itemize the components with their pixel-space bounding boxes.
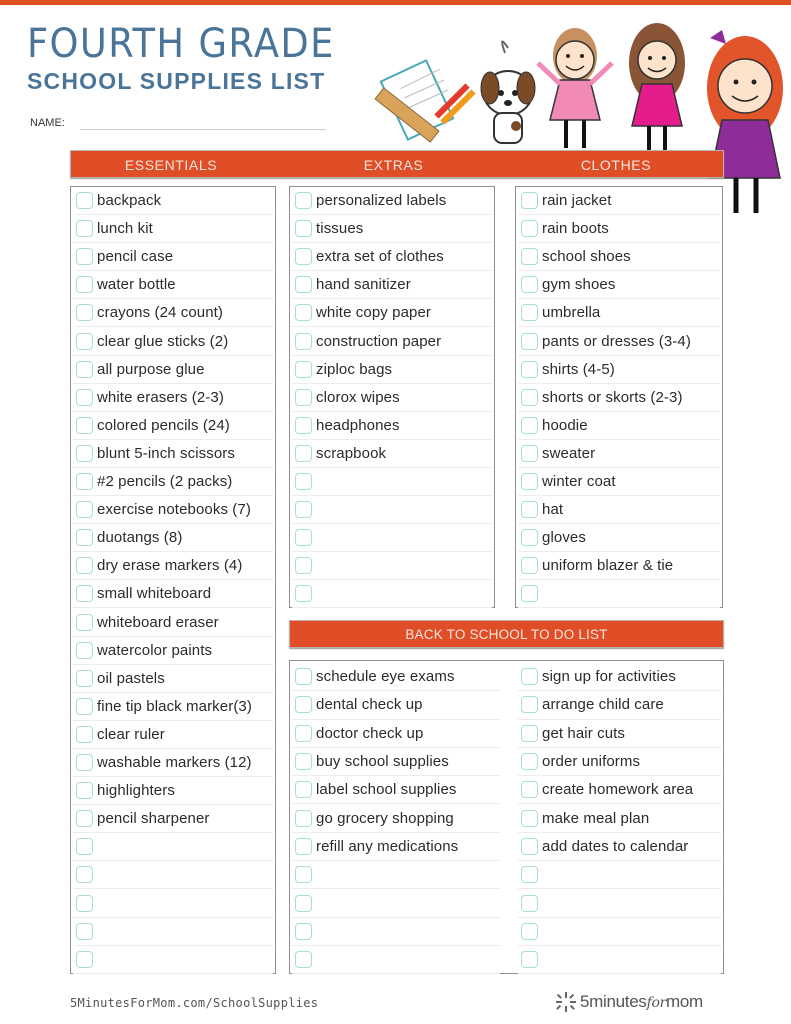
list-item[interactable] — [292, 440, 492, 468]
list-item[interactable] — [73, 496, 273, 524]
list-item[interactable] — [518, 691, 721, 719]
checkbox[interactable] — [76, 923, 93, 940]
item-label: shorts or skorts (2-3) — [542, 388, 683, 406]
list-item[interactable] — [518, 271, 720, 299]
list-item[interactable] — [73, 805, 273, 833]
checkbox[interactable] — [521, 304, 538, 321]
item-label: pants or dresses (3-4) — [542, 332, 691, 350]
checkbox[interactable] — [521, 696, 538, 713]
checkbox[interactable] — [76, 304, 93, 321]
checkbox[interactable] — [521, 276, 538, 293]
column-header-extras: EXTRAS — [363, 157, 424, 173]
checkbox[interactable] — [295, 417, 312, 434]
puppy-icon — [481, 42, 535, 143]
list-item[interactable] — [73, 861, 273, 889]
checkbox[interactable] — [521, 333, 538, 350]
list-item[interactable] — [292, 663, 500, 691]
checkbox[interactable] — [521, 529, 538, 546]
column-header-clothes: CLOTHES — [580, 157, 652, 173]
checkbox[interactable] — [76, 698, 93, 715]
checkbox[interactable] — [76, 614, 93, 631]
list-item[interactable] — [73, 777, 273, 805]
checkbox[interactable] — [76, 529, 93, 546]
checkbox[interactable] — [295, 895, 312, 912]
checkbox[interactable] — [76, 248, 93, 265]
checkbox[interactable] — [76, 838, 93, 855]
checkbox[interactable] — [521, 361, 538, 378]
footer-logo-text: 5minutesformom — [580, 992, 703, 1011]
item-label: personalized labels — [316, 192, 447, 210]
list-item[interactable] — [73, 412, 273, 440]
checkbox[interactable] — [295, 473, 312, 490]
list-item[interactable] — [292, 889, 500, 917]
checkbox[interactable] — [295, 529, 312, 546]
item-label: school shoes — [542, 248, 631, 266]
checkbox[interactable] — [295, 445, 312, 462]
item-label: blunt 5-inch scissors — [97, 444, 235, 462]
list-item[interactable] — [292, 187, 492, 215]
list-item[interactable] — [73, 271, 273, 299]
item-label: ziploc bags — [316, 360, 393, 378]
item-label: scrapbook — [316, 444, 387, 462]
checkbox[interactable] — [76, 333, 93, 350]
list-item[interactable] — [518, 412, 720, 440]
checkbox[interactable] — [521, 445, 538, 462]
name-field[interactable] — [80, 129, 326, 130]
list-item[interactable] — [73, 384, 273, 412]
item-label: add dates to calendar — [542, 837, 689, 855]
list-item[interactable] — [73, 693, 273, 721]
list-item[interactable] — [292, 215, 492, 243]
checkbox[interactable] — [521, 585, 538, 602]
checkbox[interactable] — [295, 333, 312, 350]
checkbox[interactable] — [295, 923, 312, 940]
item-label: umbrella — [542, 304, 601, 322]
item-label: colored pencils (24) — [97, 416, 230, 434]
list-item[interactable] — [518, 384, 720, 412]
checkbox[interactable] — [76, 895, 93, 912]
item-label: tissues — [316, 220, 364, 238]
list-item[interactable] — [73, 299, 273, 327]
checkbox[interactable] — [521, 389, 538, 406]
list-item[interactable] — [73, 749, 273, 777]
checkbox[interactable] — [521, 810, 538, 827]
checkbox[interactable] — [521, 557, 538, 574]
list-item[interactable] — [73, 918, 273, 946]
checkbox[interactable] — [521, 838, 538, 855]
list-item[interactable] — [518, 356, 720, 384]
list-item[interactable] — [292, 946, 500, 974]
list-item[interactable] — [292, 918, 500, 946]
list-item[interactable] — [518, 328, 720, 356]
item-label: arrange child care — [542, 696, 664, 714]
checkbox[interactable] — [76, 473, 93, 490]
checkbox[interactable] — [295, 810, 312, 827]
checkbox[interactable] — [76, 389, 93, 406]
list-item[interactable] — [518, 552, 720, 580]
item-label: hoodie — [542, 416, 588, 434]
item-label: washable markers (12) — [97, 754, 252, 772]
item-label: duotangs (8) — [97, 529, 183, 547]
list-item[interactable] — [292, 776, 500, 804]
item-label: rain jacket — [542, 192, 612, 210]
clothes-list — [515, 186, 723, 608]
checkbox[interactable] — [295, 585, 312, 602]
list-item[interactable] — [73, 609, 273, 637]
list-item[interactable] — [73, 946, 273, 974]
list-item[interactable] — [73, 243, 273, 271]
list-item[interactable] — [518, 776, 721, 804]
checkbox[interactable] — [76, 754, 93, 771]
girl-pink-icon — [538, 28, 612, 148]
extras-list — [289, 186, 495, 608]
list-item[interactable] — [73, 890, 273, 918]
notepad-ruler-pencils-icon — [375, 60, 476, 142]
item-label: whiteboard eraser — [97, 613, 219, 631]
item-label: highlighters — [97, 782, 175, 800]
list-item[interactable] — [518, 833, 721, 861]
list-item[interactable] — [73, 468, 273, 496]
list-item[interactable] — [73, 721, 273, 749]
list-item[interactable] — [73, 552, 273, 580]
item-label: doctor check up — [316, 724, 424, 742]
column-header-essentials: ESSENTIALS — [124, 157, 218, 173]
list-item[interactable] — [518, 889, 721, 917]
list-item[interactable] — [73, 833, 273, 861]
checkbox[interactable] — [295, 557, 312, 574]
list-item[interactable] — [292, 468, 492, 496]
checkbox[interactable] — [295, 725, 312, 742]
checkbox[interactable] — [295, 951, 312, 968]
checkbox[interactable] — [521, 220, 538, 237]
checkbox[interactable] — [295, 866, 312, 883]
list-item[interactable] — [518, 946, 721, 974]
checkbox[interactable] — [521, 668, 538, 685]
checkbox[interactable] — [521, 951, 538, 968]
checkbox[interactable] — [76, 642, 93, 659]
list-item[interactable] — [518, 918, 721, 946]
item-label: dry erase markers (4) — [97, 557, 243, 575]
item-label: backpack — [97, 192, 162, 210]
checkbox[interactable] — [76, 670, 93, 687]
checkbox[interactable] — [295, 389, 312, 406]
checkbox[interactable] — [521, 248, 538, 265]
list-item[interactable] — [73, 637, 273, 665]
list-item[interactable] — [518, 215, 720, 243]
list-item[interactable] — [73, 187, 273, 215]
checkbox[interactable] — [76, 866, 93, 883]
checkbox[interactable] — [76, 726, 93, 743]
list-item[interactable] — [518, 524, 720, 552]
checkbox[interactable] — [76, 192, 93, 209]
list-item[interactable] — [73, 356, 273, 384]
list-item[interactable] — [518, 580, 720, 608]
list-item[interactable] — [518, 861, 721, 889]
item-label: small whiteboard — [97, 585, 212, 603]
item-label: uniform blazer & tie — [542, 557, 674, 575]
girl-magenta-icon — [629, 23, 685, 153]
columns-header-bar — [70, 150, 724, 178]
item-label: schedule eye exams — [316, 668, 455, 686]
item-label: exercise notebooks (7) — [97, 501, 251, 519]
todo-header-label: BACK TO SCHOOL TO DO LIST — [405, 627, 608, 642]
list-item[interactable] — [73, 440, 273, 468]
checkbox[interactable] — [521, 781, 538, 798]
item-label: pencil case — [97, 248, 174, 266]
checkbox[interactable] — [76, 782, 93, 799]
item-label: get hair cuts — [542, 724, 626, 742]
list-item[interactable] — [518, 496, 720, 524]
list-item[interactable] — [73, 665, 273, 693]
page-title: FOURTH GRADE — [27, 21, 335, 67]
item-label: make meal plan — [542, 809, 650, 827]
list-item[interactable] — [518, 805, 721, 833]
list-item[interactable] — [518, 440, 720, 468]
list-item[interactable] — [292, 328, 492, 356]
top-accent-bar — [0, 0, 791, 5]
item-label: clear ruler — [97, 725, 165, 743]
list-item[interactable] — [292, 299, 492, 327]
checkbox[interactable] — [76, 501, 93, 518]
list-item[interactable] — [518, 299, 720, 327]
checkbox[interactable] — [76, 445, 93, 462]
checkbox[interactable] — [295, 192, 312, 209]
item-label: gloves — [542, 529, 586, 547]
item-label: gym shoes — [542, 276, 616, 294]
list-item[interactable] — [518, 243, 720, 271]
checkbox[interactable] — [521, 895, 538, 912]
checkbox[interactable] — [521, 417, 538, 434]
checkbox[interactable] — [295, 753, 312, 770]
item-label: sign up for activities — [542, 668, 676, 686]
list-item[interactable] — [292, 384, 492, 412]
checkbox[interactable] — [76, 220, 93, 237]
item-label: watercolor paints — [97, 641, 213, 659]
checkbox[interactable] — [295, 668, 312, 685]
page-subtitle: SCHOOL SUPPLIES LIST — [27, 68, 326, 94]
item-label: pencil sharpener — [97, 810, 210, 828]
list-item[interactable] — [292, 580, 492, 608]
list-item[interactable] — [292, 243, 492, 271]
list-item[interactable] — [292, 691, 500, 719]
checkbox[interactable] — [295, 838, 312, 855]
list-item[interactable] — [518, 748, 721, 776]
list-item[interactable] — [292, 496, 492, 524]
checkbox[interactable] — [76, 417, 93, 434]
item-label: winter coat — [542, 473, 616, 491]
item-label: lunch kit — [97, 220, 153, 238]
item-label: all purpose glue — [97, 360, 205, 378]
list-item[interactable] — [73, 524, 273, 552]
list-item[interactable] — [292, 524, 492, 552]
list-item[interactable] — [292, 412, 492, 440]
checkbox[interactable] — [76, 585, 93, 602]
checkbox[interactable] — [295, 781, 312, 798]
item-label: go grocery shopping — [316, 809, 454, 827]
list-item[interactable] — [73, 328, 273, 356]
item-label: buy school supplies — [316, 753, 449, 771]
todo-header-bar — [289, 620, 724, 648]
item-label: white erasers (2-3) — [97, 388, 224, 406]
item-label: oil pastels — [97, 669, 165, 687]
item-label: clear glue sticks (2) — [97, 332, 229, 350]
item-label: water bottle — [97, 276, 176, 294]
checkbox[interactable] — [295, 304, 312, 321]
checkbox[interactable] — [76, 810, 93, 827]
checkbox[interactable] — [295, 220, 312, 237]
list-item[interactable] — [292, 271, 492, 299]
item-label: sweater — [542, 444, 596, 462]
todo-list — [289, 660, 724, 974]
checkbox[interactable] — [521, 725, 538, 742]
checkbox[interactable] — [295, 248, 312, 265]
name-label: NAME: — [30, 117, 65, 129]
item-label: shirts (4-5) — [542, 360, 615, 378]
item-label: #2 pencils (2 packs) — [97, 473, 233, 491]
list-item[interactable] — [518, 468, 720, 496]
checkbox[interactable] — [295, 361, 312, 378]
checkbox[interactable] — [76, 951, 93, 968]
item-label: hat — [542, 501, 564, 519]
list-item[interactable] — [73, 580, 273, 608]
item-label: order uniforms — [542, 753, 641, 771]
checkbox[interactable] — [76, 361, 93, 378]
item-label: headphones — [316, 416, 400, 434]
flower-logo-icon — [555, 991, 577, 1013]
checkbox[interactable] — [521, 866, 538, 883]
list-item[interactable] — [518, 720, 721, 748]
item-label: construction paper — [316, 332, 442, 350]
checkbox[interactable] — [295, 501, 312, 518]
item-label: extra set of clothes — [316, 248, 444, 266]
list-item[interactable] — [73, 215, 273, 243]
item-label: label school supplies — [316, 781, 457, 799]
list-item[interactable] — [292, 805, 500, 833]
list-item[interactable] — [292, 356, 492, 384]
checkbox[interactable] — [295, 696, 312, 713]
list-item[interactable] — [292, 552, 492, 580]
item-label: fine tip black marker(3) — [97, 697, 252, 715]
item-label: dental check up — [316, 696, 423, 714]
checkbox[interactable] — [76, 557, 93, 574]
item-label: hand sanitizer — [316, 276, 411, 294]
checkbox[interactable] — [521, 923, 538, 940]
checkbox[interactable] — [521, 501, 538, 518]
list-item[interactable] — [518, 187, 720, 215]
item-label: rain boots — [542, 220, 609, 238]
list-item[interactable] — [292, 720, 500, 748]
list-item[interactable] — [292, 748, 500, 776]
checkbox[interactable] — [521, 473, 538, 490]
item-label: clorox wipes — [316, 388, 400, 406]
list-item[interactable] — [292, 861, 500, 889]
item-label: refill any medications — [316, 837, 459, 855]
footer-logo — [555, 991, 703, 1013]
list-item[interactable] — [518, 663, 721, 691]
checkbox[interactable] — [521, 192, 538, 209]
item-label: crayons (24 count) — [97, 304, 224, 322]
item-label: create homework area — [542, 781, 694, 799]
checkbox[interactable] — [521, 753, 538, 770]
checkbox[interactable] — [295, 276, 312, 293]
essentials-list — [70, 186, 276, 974]
list-item[interactable] — [292, 833, 500, 861]
checkbox[interactable] — [76, 276, 93, 293]
footer-url[interactable]: 5MinutesForMom.com/SchoolSupplies — [70, 996, 319, 1010]
item-label: white copy paper — [316, 304, 432, 322]
